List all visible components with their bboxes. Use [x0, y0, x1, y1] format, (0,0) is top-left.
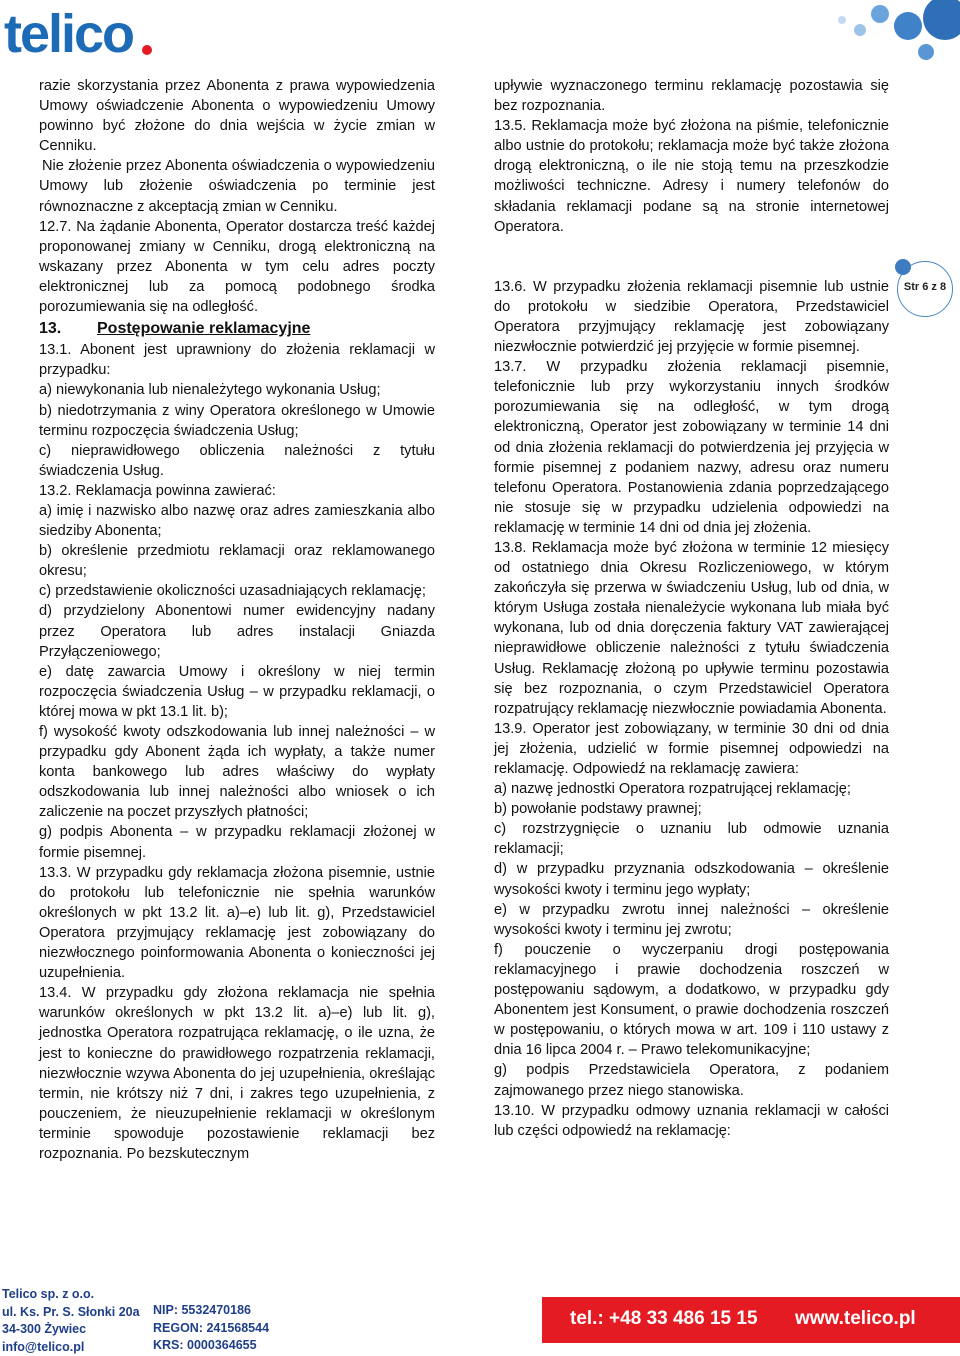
list-item: c) rozstrzygnięcie o uznaniu lub odmowie uznania reklamacji; — [494, 821, 889, 858]
svg-text:telico: telico — [4, 4, 134, 60]
nip-number: NIP: 5532470186 — [153, 1303, 251, 1317]
regon-number: REGON: 241568544 — [153, 1320, 270, 1335]
telico-logo — [4, 4, 154, 60]
page-number-badge — [897, 261, 953, 317]
paragraph: Nie złożenie przez Abonenta oświadczenia o wypowiedzeniu Umowy lub złożenie oświadczenia po terminie jest równoznaczne z akceptacją zmian w Cenniku. — [39, 158, 435, 215]
list-item: g) podpis Abonenta – w przypadku reklamacji złożonej w formie pisemnej. — [39, 824, 435, 861]
list-item: e) w przypadku zwrotu innej należności – określenie wysokości kwoty i terminu jej zwrotu; — [494, 901, 889, 938]
paragraph: upływie wyznaczonego terminu reklamację pozostawia się bez rozpoznania. — [494, 78, 889, 115]
list-item: a) niewykonania lub nienależytego wykonania Usług; — [39, 382, 381, 399]
right-column — [494, 76, 889, 1141]
section-heading — [39, 319, 435, 339]
paragraph: 13.3. W przypadku gdy reklamacja złożona pisemnie, ustnie do protokołu lub telefonicznie nie spełnia warunków określonych w pkt 13.2 lit. a)–e) lub lit. g), Przedstawiciel Operatora przyjmujący reklamację jest zobowiązany do niezwłocznego poinformowania Abonenta o konieczności jej uzupełnienia. — [39, 864, 435, 982]
paragraph: 13.7. W przypadku złożenia reklamacji pisemnie, telefonicznie lub przy wykorzystaniu innych środków porozumiewania się na odległość, w tym drogą elektroniczną, Operator jest zobowiązany w terminie 14 dni od dnia złożenia reklamacji do potwierdzenia jej przyjęcia w formie pisemnej z podaniem nazwy, adresu oraz numeru telefonu Operatora. Postanowienia zdania poprzedzającego nie stosuje się w przypadku udzielenia odpowiedzi na reklamację w terminie 14 dni od dnia jej złożenia. — [494, 359, 889, 536]
paragraph: 13.2. Reklamacja powinna zawierać: — [39, 482, 276, 499]
website-link[interactable]: www.telico.pl — [795, 1308, 916, 1329]
city-address: 34-300 Żywiec — [2, 1322, 87, 1336]
list-item: d) w przypadku przyznania odszkodowania – określenie wysokości kwoty i terminu jego wypłaty; — [494, 861, 889, 898]
company-name: Telico sp. z o.o. — [2, 1287, 95, 1301]
footer-registry — [153, 1302, 269, 1355]
page-badge-dot — [895, 259, 911, 275]
page-number-text: Str 6 z 8 — [903, 281, 947, 293]
list-item: c) nieprawidłowego obliczenia należności z tytułu świadczenia Usług. — [39, 442, 435, 479]
list-item: f) wysokość kwoty odszkodowania lub innej należności – w przypadku gdy Abonent żąda ich wypłaty, a także numer konta bankowego lub adres właściwy do wypłaty odszkodowania lub innej należności albo wniosek o ich zaliczenie na poczet przyszłych płatności; — [39, 724, 435, 821]
paragraph: 13.9. Operator jest zobowiązany, w terminie 30 dni od dnia jej złożenia, udzielić w formie pisemnej odpowiedzi na reklamację. Odpowiedź na reklamację zawiera: — [494, 720, 889, 777]
paragraph: 13.1. Abonent jest uprawniony do złożenia reklamacji w przypadku: — [39, 342, 435, 379]
paragraph: razie skorzystania przez Abonenta z prawa wypowiedzenia Umowy oświadczenie Abonenta o wypowiedzeniu Umowy powinno być złożone do dnia wejścia w życie zmian w Cenniku. — [39, 78, 435, 155]
list-item: f) pouczenie o wyczerpaniu drogi postępowania reklamacyjnego i prawie dochodzenia roszczeń w postępowaniu sądowym, a dodatkowo, w przypadku gdy Abonentem jest Konsument, o prawie dochodzenia roszczeń w postępowaniu, o których mowa w art. 109 i 110 ustawy z dnia 16 lipca 2004 r. – Prawo telekomunikacyjne; — [494, 941, 889, 1059]
paragraph: 13.10. W przypadku odmowy uznania reklamacji w całości lub części odpowiedź na reklamację: — [494, 1102, 889, 1139]
list-item: d) przydzielony Abonentowi numer ewidencyjny nadany przez Operatora lub adres instalacji Gniazda Przyłączeniowego; — [39, 603, 435, 660]
paragraph: 13.8. Reklamacja może być złożona w terminie 12 miesięcy od ostatniego dnia Okresu Rozliczeniowego, w którym zakończyła się przerwa w świadczeniu Usług, lub od dnia, w którym Usługa została nienależycie wykonana lub miała być wykonana, lub od dnia doręczenia faktury VAT zawierającej nieprawidłowe obliczenie należności z tytułu świadczenia Usług. Reklamację złożoną po upływie terminu pozostawia się bez rozpoznania, o czym Przedstawiciel Operatora rozpatrujący reklamację niezwłocznie powiadamia Abonenta. — [494, 539, 889, 717]
list-item: a) nazwę jednostki Operatora rozpatrującej reklamację; — [494, 781, 851, 798]
section-number: 13. — [39, 320, 62, 338]
column-gap — [494, 237, 889, 277]
paragraph: 13.5. Reklamacja może być złożona na piśmie, telefonicznie albo ustnie do protokołu; reklamacja może być także złożona drogą elektroniczną, o ile nie stoją temu na przeszkodzie możliwości techniczne. Adresy i numery telefonów do składania reklamacji podane są na stronie internetowej Operatora. — [494, 118, 889, 235]
list-item: g) podpis Przedstawiciela Operatora, z podaniem zajmowanego przez niego stanowiska. — [494, 1062, 889, 1099]
list-item: b) powołanie podstawy prawnej; — [494, 801, 702, 818]
section-title: Postępowanie reklamacyjne — [97, 320, 311, 338]
email-address: info@telico.pl — [2, 1339, 85, 1354]
street-address: ul. Ks. Pr. S. Słonki 20a — [2, 1304, 140, 1319]
list-item: e) datę zawarcia Umowy i określony w niej termin rozpoczęcia świadczenia Usług – w przypadku reklamacji, o której mowa w pkt 13.1 lit. b); — [39, 663, 435, 720]
paragraph: 13.4. W przypadku gdy złożona reklamacja nie spełnia warunków określonych w pkt 13.2 lit. a)–e) lub lit. g), jednostka Operatora rozpatrująca reklamację, o ile uzna, że jest to konieczne do prawidłowego rozpatrzenia reklamacji, niezwłocznie wzywa Abonenta do jej uzupełnienia, określając termin, nie krótszy niż 7 dni, i zakres tego uzupełnienia, z pouczeniem, że nieuzupełnienie reklamacji w określonym terminie spowoduje pozostawienie reklamacji bez rozpoznania. Po bezskutecznym — [39, 985, 435, 1162]
paragraph: 12.7. Na żądanie Abonenta, Operator dostarcza treść każdej proponowanej zmiany w Cenniku, drogą elektroniczną na wskazany przez Abonenta w tym celu adres poczty elektronicznej lub za pomocą podobnego środka porozumiewania się na odległość. — [39, 218, 435, 316]
krs-number: KRS: 0000364655 — [153, 1338, 257, 1352]
footer-address — [2, 1286, 140, 1356]
list-item: a) imię i nazwisko albo nazwę oraz adres zamieszkania albo siedziby Abonenta; — [39, 502, 435, 540]
footer-contact-bar — [542, 1297, 960, 1343]
phone-number: tel.: +48 33 486 15 15 — [570, 1308, 758, 1329]
left-column — [39, 76, 435, 1164]
paragraph: 13.6. W przypadku złożenia reklamacji pisemnie lub ustnie do protokołu w siedzibie Operatora, Przedstawiciel Operatora przyjmujący reklamację jest zobowiązany niezwłocznie potwierdzić jej przyjęcie w formie pisemnej. — [494, 278, 889, 356]
list-item: b) niedotrzymania z winy Operatora określonego w Umowie terminu rozpoczęcia świadczenia Usług; — [39, 402, 435, 439]
decorative-bubbles — [740, 0, 960, 70]
list-item: c) przedstawienie okoliczności uzasadniających reklamację; — [39, 583, 426, 600]
list-item: b) określenie przedmiotu reklamacji oraz reklamowanego okresu; — [39, 543, 435, 580]
